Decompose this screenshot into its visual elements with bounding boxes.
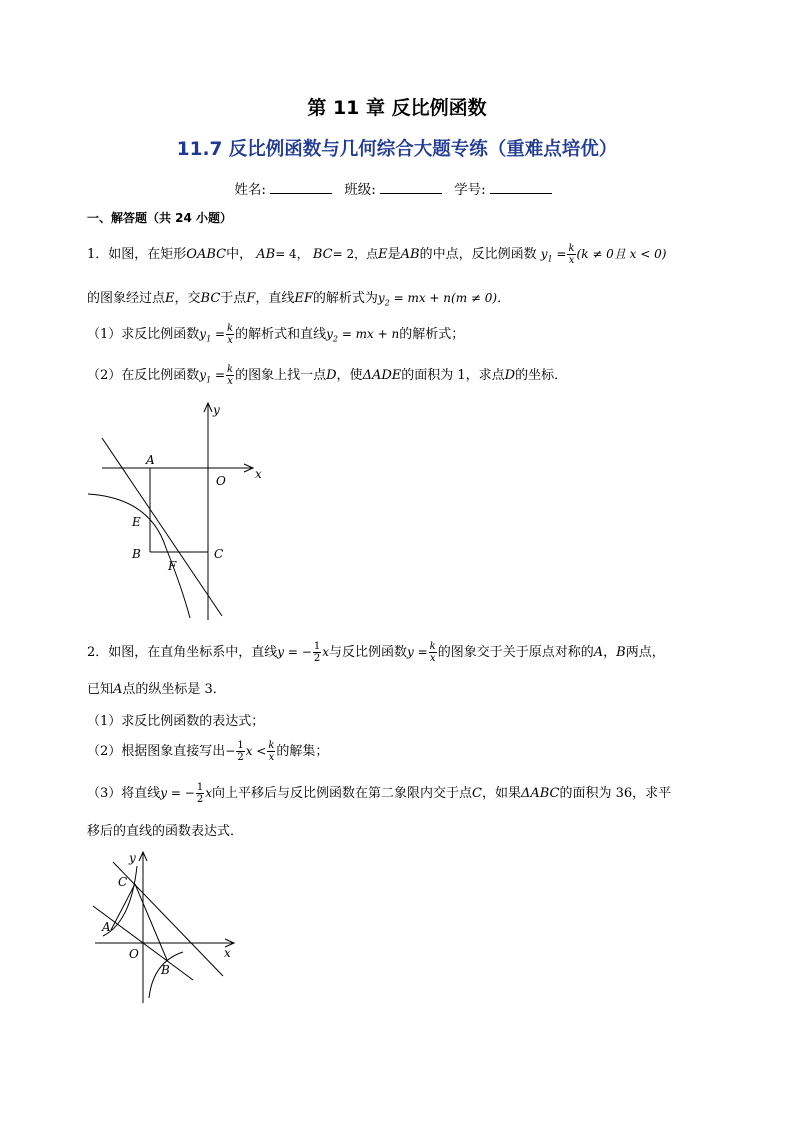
q2-sub-1: （1）求反比例函数的表达式； (87, 714, 265, 729)
segment-ac (111, 884, 135, 930)
student-info-line (0, 178, 794, 198)
number-label: 学号: (454, 182, 486, 198)
q2-sub-3: （3）将直线y = − $\frac{1}{2}$ x向上平移后与反比例函数在第二象限内交于点C，如果ΔABC的面积为 36，求平 (87, 782, 672, 805)
label-c: C (118, 875, 128, 889)
q2-sub-2: （2）根据图象直接写出− $\frac{1}{2}$ x < $\frac{k}{x}$ 的解集； (87, 740, 329, 763)
label-c: C (214, 547, 224, 561)
label-o: O (216, 474, 226, 488)
label-e: E (132, 515, 141, 529)
label-y: y (129, 851, 136, 865)
q1-line-1: 1．如图，在矩形OABC中， AB= 4， BC= 2，点E是AB的中点，反比例函数 $y_1$ = $\frac{k}{x}$ (k ≠ 0且 x < 0) (87, 243, 667, 266)
q1-sub-1: （1）求反比例函数$y_1$ = $\frac{k}{x}$ 的解析式和直线$y_2$ = mx + n的解析式； (87, 323, 465, 346)
label-a: A (146, 453, 155, 467)
label-x: x (224, 946, 231, 960)
q1-line-2: 的图象经过点E，交BC于点F，直线EF的解析式为$y_2$ = mx + n(m ≠ 0)． (87, 291, 511, 308)
class-blank[interactable] (380, 181, 442, 194)
label-b: B (161, 963, 170, 977)
class-label: 班级: (344, 182, 376, 198)
number-blank[interactable] (490, 181, 552, 194)
q1-figure (80, 398, 280, 623)
q2-sub-3-cont: 移后的直线的函数表达式． (87, 824, 244, 839)
name-label: 姓名: (234, 182, 266, 198)
line-ef (102, 438, 222, 616)
label-y: y (213, 403, 220, 417)
part-heading: 一、解答题（共 24 小题） (87, 211, 233, 225)
name-blank[interactable] (270, 181, 332, 194)
section-title: 11.7 反比例函数与几何综合大题专练（重难点培优） (176, 139, 618, 160)
label-a: A (102, 920, 111, 934)
formula-y1: $y_1$ = (540, 247, 567, 264)
label-f: F (168, 559, 177, 573)
fraction-k-over-x: $\frac{k}{x}$ (568, 243, 575, 266)
chapter-title: 第 11 章 反比例函数 (307, 97, 487, 119)
label-x: x (255, 467, 262, 481)
q2-line-2: 已知A点的纵坐标是 3． (87, 682, 226, 697)
q2-line-1: 2．如图，在直角坐标系中，直线y = − $\frac{1}{2}$ x与反比例函数y = $\frac{k}{x}$ 的图象交于关于原点对称的A，B两点， (87, 641, 665, 664)
label-b: B (132, 547, 141, 561)
label-o: O (129, 947, 139, 961)
q2-figure (85, 848, 245, 1008)
q1-sub-2: （2）在反比例函数$y_1$ = $\frac{k}{x}$ 的图象上找一点D，使ΔADE的面积为 1，求点D的坐标． (87, 364, 568, 387)
